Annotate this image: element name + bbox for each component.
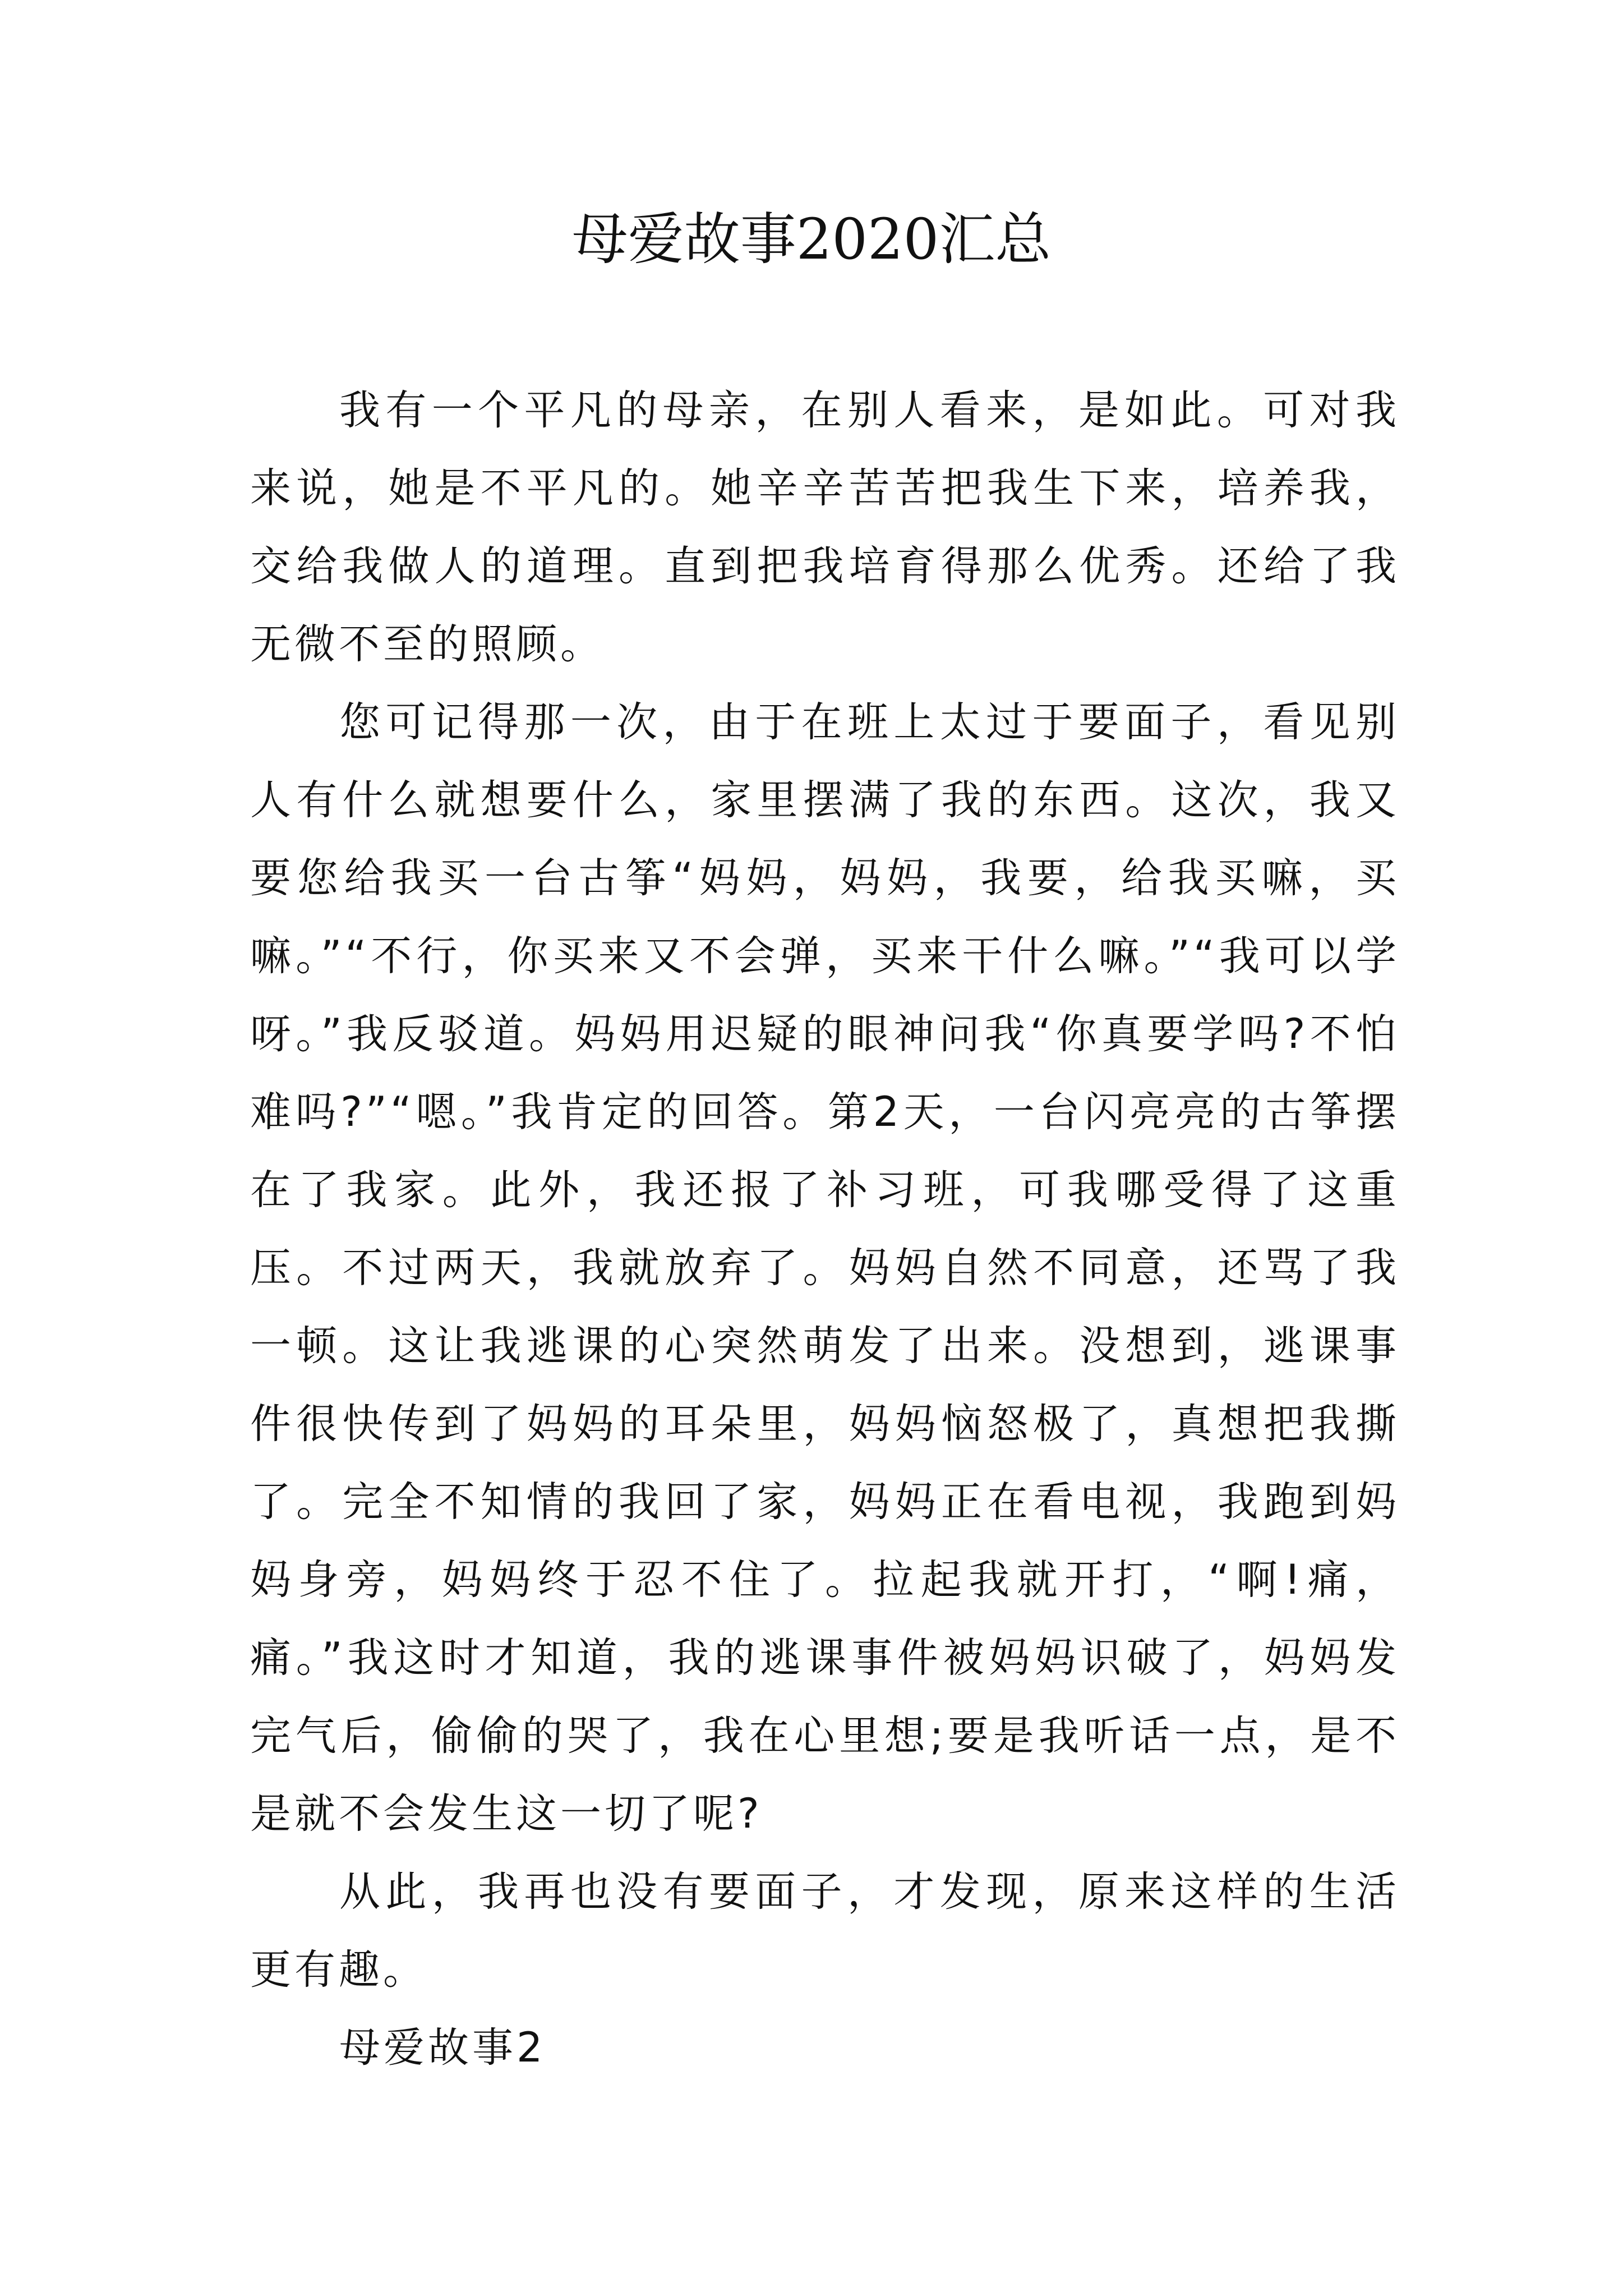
document-title: 母爱故事2020汇总 <box>571 206 1052 272</box>
paragraph-3: 从此，我再也没有要面子，才发现，原来这样的生活更有趣。 <box>250 1868 1400 1994</box>
paragraph-2: 您可记得那一次，由于在班上太过于要面子，看见别人有什么就想要什么，家里摆满了我的东西。这次，我又要您给我买一台古筝“妈妈，妈妈，我要，给我买嘛，买嘛。”“不行，你买来又不会弹，买来干什么嘛。”“我可以学呀。”我反驳道。妈妈用迟疑的眼神问我“你真要学吗?不怕难吗?”“嗯。”我肯定的回答。第2天，一台闪亮亮的古筝摆在了我家。此外，我还报了补习班，可我哪受得了这重压。不过两天，我就放弃了。妈妈自然不同意，还骂了我一顿。这让我逃课的心突然萌发了出来。没想到，逃课事件很快传到了妈妈的耳朵里，妈妈恼怒极了，真想把我撕了。完全不知情的我回了家，妈妈正在看电视，我跑到妈妈身旁，妈妈终于忍不住了。拉起我就开打，“啊!痛，痛。”我这时才知道，我的逃课事件被妈妈识破了，妈妈发完气后，偷偷的哭了，我在心里想;要是我听话一点，是不是就不会发生这一切了呢? <box>250 698 1400 1838</box>
paragraph-1: 我有一个平凡的母亲，在别人看来，是如此。可对我来说，她是不平凡的。她辛辛苦苦把我生下来，培养我，交给我做人的道理。直到把我培育得那么优秀。还给了我无微不至的照顾。 <box>250 386 1400 668</box>
document-body <box>250 371 1400 2087</box>
paragraph-4-heading: 母爱故事2 <box>339 2024 546 2072</box>
